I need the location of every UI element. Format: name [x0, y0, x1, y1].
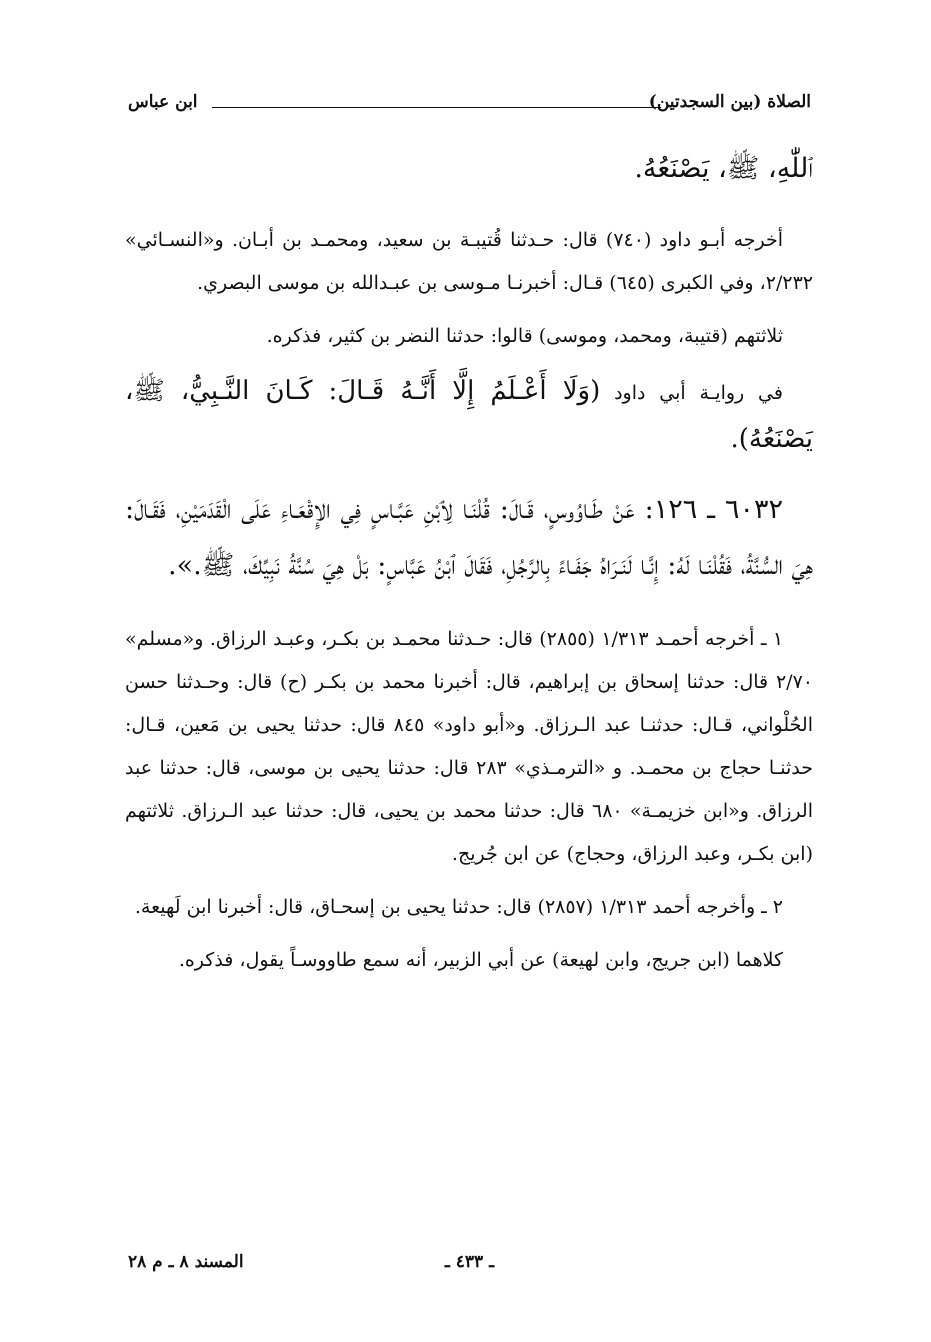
chapter-title: الصلاة (بين السجدتين) [648, 92, 811, 112]
hadith-text: ٦٠٣٢ ـ ١٢٦: عَنْ طَـاوُوسٍ، قَـالَ: قُلْنَـا لِٱبْنِ عَبَّـاسٍ فِي الإِقْعَـاءِ عَلَى الْقَدَمَيْنِ، فَقَـالَ: هِيَ السُّنَّةُ، فَقُلْنَـا لَهُ: إِنَّـا لَنَـرَاهُ جَفَـاءً بِالرَّجُلِ، فَقَالَ ٱبْنُ عَبَّاسٍ: بَلْ هِيَ سُنَّةُ نَبِيِّكَ، ﷺ.». [125, 494, 813, 581]
narrator-name: ابن عباس [128, 92, 198, 112]
page-number: ـ ٤٣٣ ـ [444, 1252, 495, 1272]
header-rule [212, 107, 661, 108]
page-footer [128, 1252, 811, 1282]
takhrij-note-2: ثلاثتهم (قتيبة، ومحمد، وموسى) قالوا: حدثنا النضر بن كثير، فذكره. [266, 325, 783, 347]
page-body [125, 145, 813, 992]
hadith-tail: ٱللّٰهِ، ﷺ، يَصْنَعُهُ. [634, 153, 813, 184]
takhrij-note-3 [125, 368, 813, 464]
signature-mark: المسند ٨ ـ م ٢٨ [128, 1252, 244, 1272]
takhrij-note-6: كلاهما (ابن جريج، وابن لهيعة) عن أبي الزبير، أنه سمع طاووسـاً يقول، فذكره. [178, 949, 783, 971]
takhrij-note-1: أخرجه أبـو داود (٧٤٠) قال: حـدثنا قُتيبـة بن سعيد، ومحمـد بن أبـان. و«النسـائي» ٢/٢٣٢، وفي الكبرى (٦٤٥) قـال: أخبرنـا مـوسى بن عبـدالله بن موسى البصري. [125, 229, 813, 294]
takhrij-note-4: ١ ـ أخرجه أحمـد ١/٣١٣ (٢٨٥٥) قال: حـدثنا محمـد بن بكـر، وعبـد الرزاق. و«مسلم» ٢/٧٠ قال: حدثنا إسحاق بن إبراهيم، قال: أخبرنا محمد بن بكـر (ح) قال: وحـدثنا حسن الحُلْواني، قـال: حدثنـا عبد الـرزاق. و«أبو داود» ٨٤٥ قال: حدثنا يحيى بن مَعين، قـال: حدثنـا حجاج بن محمـد. و «الترمـذي» ٢٨٣ قال: حدثنا يحيى بن موسى، قال: حدثنا عبد الرزاق. و«ابن خزيمـة» ٦٨٠ قال: حدثنا محمد بن يحيى، قال: حدثنا عبد الـرزاق. ثلاثتهم (ابن بكـر، وعبد الرزاق، وحجاج) عن ابن جُريج. [125, 628, 814, 865]
note-3-quote: (وَلَا أَعْـلَمُ إِلَّا أَنَّـهُ قَـالَ: كَـانَ النَّـبِيُّ، ﷺ، يَصْنَعُهُ). [125, 376, 813, 454]
note-3-prefix: في روايـة أبي داود [614, 382, 783, 404]
running-header [128, 92, 811, 122]
takhrij-note-5: ٢ ـ وأخرجه أحمد ١/٣١٣ (٢٨٥٧) قال: حدثنا يحيى بن إسحـاق، قال: أخبرنا ابن لَهيعة. [134, 896, 783, 918]
